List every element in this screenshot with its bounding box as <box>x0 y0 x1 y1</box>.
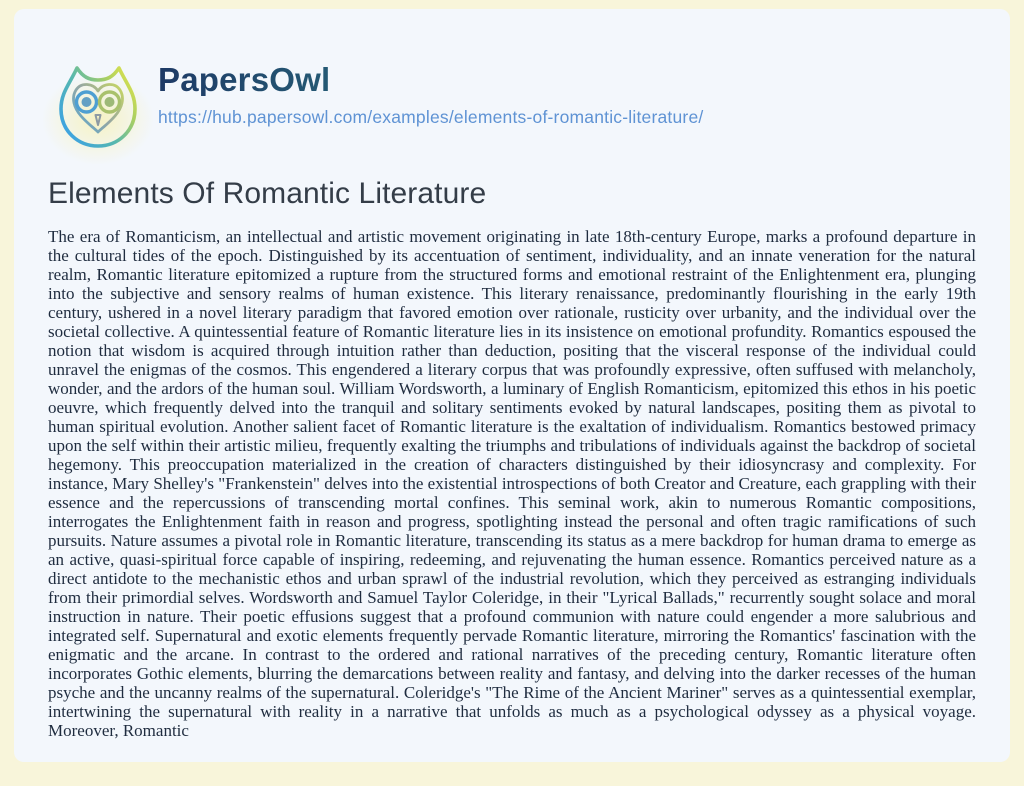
document-card <box>14 9 1010 762</box>
brand-text-block <box>158 55 703 128</box>
site-header <box>48 9 976 155</box>
brand-wordmark: PapersOwl <box>158 63 703 96</box>
source-url-link[interactable]: https://hub.papersowl.com/examples/elements-of-romantic-literature/ <box>158 107 704 127</box>
page-title: Elements Of Romantic Literature <box>48 177 487 210</box>
essay-body-text: The era of Romanticism, an intellectual and artistic movement originating in late 18th-century Europe, marks a profound departure in the cultural tides of the epoch. Distinguished by its accentuation of sentiment, individuality, and an innate veneration for the natural realm, Romantic literature epitomized a rupture from the structured forms and emotional restraint of the Enlightenment era, plunging into the subjective and sensory realms of human existence. This literary renaissance, predominantly flourishing in the early 19th century, ushered in a novel literary paradigm that favored emotion over rationale, rusticity over urbanity, and the individual over the societal collective. A quintessential feature of Romantic literature lies in its insistence on emotional profundity. Romantics espoused the notion that wisdom is acquired through intuition rather than deduction, positing that the visceral response of the individual could unravel the enigmas of the cosmos. This engendered a literary corpus that was profoundly expressive, often suffused with melancholy, wonder, and the ardors of the human soul. William Wordsworth, a luminary of English Romanticism, epitomized this ethos in his poetic oeuvre, which frequently delved into the tranquil and solitary sentiments evoked by natural landscapes, positing them as pivotal to human spiritual evolution. Another salient facet of Romantic literature is the exaltation of individualism. Romantics bestowed primacy upon the self within their artistic milieu, frequently exalting the triumphs and tribulations of individuals against the backdrop of societal hegemony. This preoccupation materialized in the creation of characters distinguished by their idiosyncrasy and complexity. For instance, Mary Shelley's "Frankenstein" delves into the existential introspections of both Creator and Creature, each grappling with their essence and the repercussions of transcending mortal confines. This seminal work, akin to numerous Romantic compositions, interrogates the Enlightenment faith in reason and progress, spotlighting instead the personal and often tragic ramifications of such pursuits. Nature assumes a pivotal role in Romantic literature, transcending its status as a mere backdrop for human drama to emerge as an active, quasi-spiritual force capable of inspiring, redeeming, and rejuvenating the human essence. Romantics perceived nature as a direct antidote to the mechanistic ethos and urban sprawl of the industrial revolution, which they perceived as estranging individuals from their primordial selves. Wordsworth and Samuel Taylor Coleridge, in their "Lyrical Ballads," recurrently sought solace and moral instruction in nature. Their poetic effusions suggest that a profound communion with nature could engender a more salubrious and integrated self. Supernatural and exotic elements frequently pervade Romantic literature, mirroring the Romantics' fascination with the enigmatic and the arcane. In contrast to the ordered and rational narratives of the preceding century, Romantic literature often incorporates Gothic elements, blurring the demarcations between reality and fantasy, and delving into the darker recesses of the human psyche and the uncanny realms of the supernatural. Coleridge's "The Rime of the Ancient Mariner" serves as a quintessential exemplar, intertwining the supernatural with reality in a narrative that unfolds as much as a psychological odyssey as a physical voyage. Moreover, Romantic <box>48 227 976 740</box>
papersowl-logo[interactable] <box>48 55 148 155</box>
